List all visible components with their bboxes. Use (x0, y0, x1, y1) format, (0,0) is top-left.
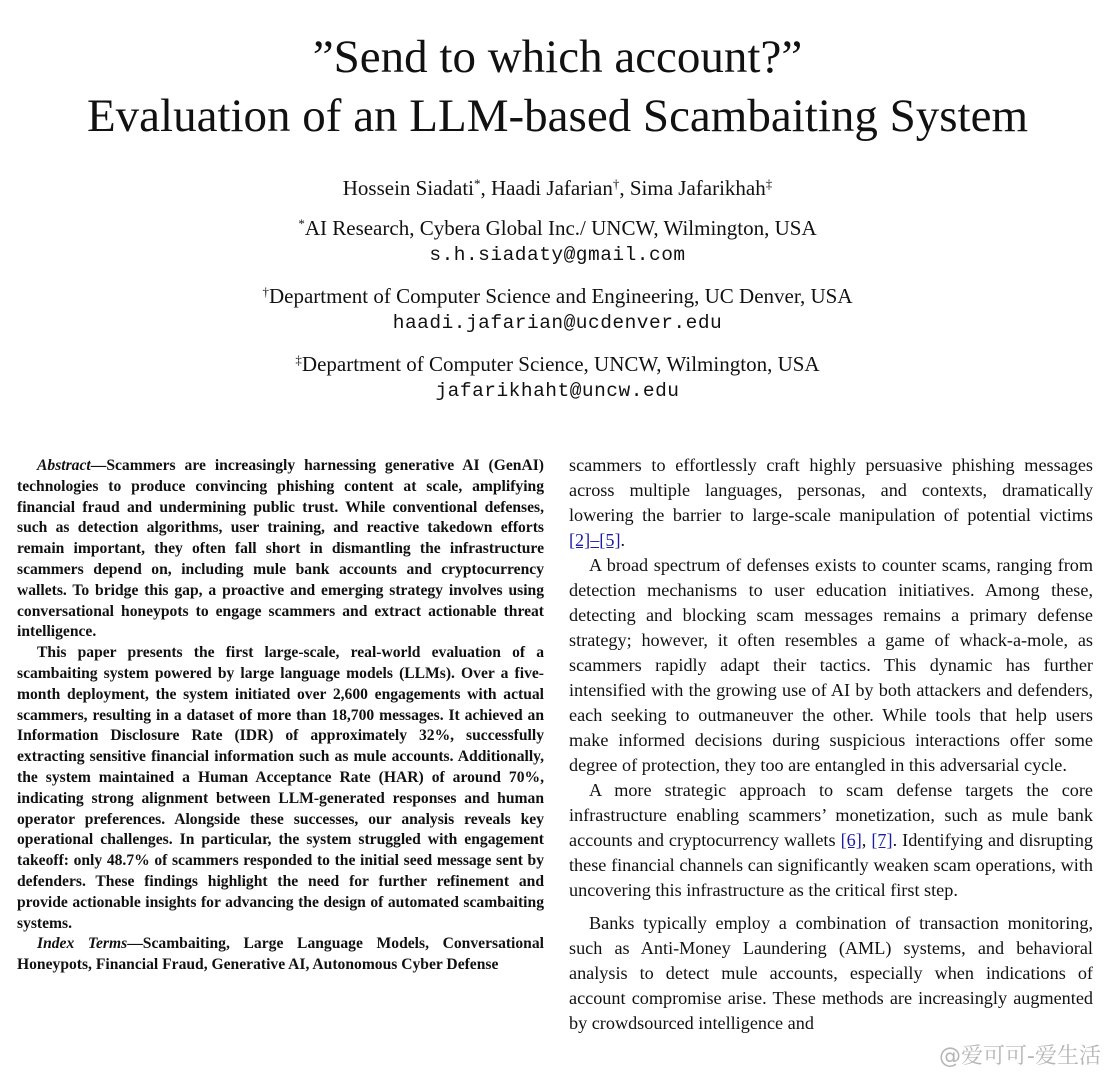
body-text: A more strategic approach to scam defense targets the core infrastructure enabling scammers’ monetization, such as mule bank accounts and cryptocurrency wallets (569, 780, 1093, 850)
affiliation-email: s.h.siadaty@gmail.com (429, 244, 686, 266)
body-paragraph: Banks typically employ a combination of transaction monitoring, such as Anti-Money Laundering (AML) systems, and behavioral analysis to detect mule accounts, especially when indications of account compromise arise. These methods are increasingly augmented by crowdsourced intelligence and (569, 913, 1093, 1033)
author-mark: ‡ (765, 176, 773, 191)
affiliation-mark: † (262, 284, 269, 299)
index-terms-text: —Scambaiting, Large Language Models, Conversational Honeypots, Financial Fraud, Generative AI, Autonomous Cyber Defense (17, 935, 544, 974)
body-paragraph: A broad spectrum of defenses exists to counter scams, ranging from detection mechanisms to user education initiatives. Among these, detecting and blocking scam messages remains a primary defense strategy; however, it often resembles a game of whack-a-mole, as scammers rapidly adapt their tactics. This dynamic has further intensified with the growing use of AI by both attackers and defenders, each seeking to outmaneuver the other. While tools that help users make informed decisions during suspicious interactions offer some degree of protection, they too are entangled in this adversarial cycle. (569, 555, 1093, 775)
affiliation-email: haadi.jafarian@ucdenver.edu (392, 312, 723, 334)
affiliation-name: Department of Computer Science and Engineering, UC Denver, USA (269, 284, 853, 308)
affiliation-name: AI Research, Cybera Global Inc./ UNCW, Wilmington, USA (304, 216, 817, 240)
body-paragraph (569, 778, 1093, 903)
author-mark: * (474, 176, 481, 191)
paper-title-line-2: Evaluation of an LLM-based Scambaiting System (86, 90, 1029, 142)
affiliation-block (0, 282, 1115, 336)
body-text: scammers to effortlessly craft highly persuasive phishing messages across multiple languages, personas, and contexts, dramatically lowering the barrier to large-scale manipulation of potential victims (569, 455, 1093, 525)
affiliation-text (0, 214, 1115, 242)
author-name: Haadi Jafarian (491, 176, 613, 200)
index-terms (17, 934, 544, 976)
body-text: . (620, 530, 626, 550)
abstract-label: Abstract (37, 457, 91, 474)
abstract-paragraph: This paper presents the first large-scale, real-world evaluation of a scambaiting system powered by large language models (LLMs). Over a five-month deployment, the system initiated over 2,600 engagements with actual scammers, resulting in a dataset of more than 18,700 messages. It achieved an Information Disclosure Rate (IDR) of approximately 32%, successfully extracting sensitive financial information such as mule accounts. Additionally, the system maintained a Human Acceptance Rate (HAR) of around 70%, indicating strong alignment between LLM-generated responses and human operator preferences. Alongside these successes, our analysis reveals key operational challenges. In particular, the system struggled with engagement takeoff: only 48.7% of scammers responded to the initial seed message sent by defenders. These findings highlight the need for further refinement and provide actionable insights for advancing the design of automated scambaiting systems. (17, 644, 544, 932)
affiliation-name: Department of Computer Science, UNCW, Wilmington, USA (301, 352, 820, 376)
author-list: Hossein Siadati*, Haadi Jafarian†, Sima Jafarikhah‡ (342, 176, 773, 200)
abstract-text: —Scammers are increasingly harnessing generative AI (GenAI) technologies to produce convincing phishing content at scale, amplifying financial fraud and undermining public trust. While conventional defenses, such as detection algorithms, user training, and reactive takedown efforts remain important, they often fall short in dismantling the infrastructure scammers depend on, including mule bank accounts and cryptocurrency wallets. To bridge this gap, a proactive and emerging strategy involves using conversational honeypots to engage scammers and extract actionable threat intelligence. (17, 457, 544, 641)
author-name: Hossein Siadati (342, 176, 474, 200)
body-paragraph (569, 453, 1093, 553)
affiliation-text (0, 282, 1115, 310)
affiliation-email: jafarikhaht@uncw.edu (435, 380, 680, 402)
citation-link[interactable]: [7] (871, 830, 893, 850)
watermark: @爱可可-爱生活 (939, 1044, 1101, 1069)
affiliation-mark: * (298, 216, 305, 231)
paper-title-line-1: ”Send to which account?” (312, 31, 803, 83)
body-text: , (861, 830, 872, 850)
affiliation-block (0, 214, 1115, 268)
body-text: . Identifying and disrupting these financial channels can significantly weaken scam operations, with uncovering this infrastructure as the critical first step. (569, 830, 1094, 900)
body-column (569, 453, 1093, 1036)
author-mark: † (612, 176, 620, 191)
citation-link[interactable]: [2]–[5] (569, 530, 621, 550)
abstract-column (17, 456, 544, 976)
affiliation-text (0, 350, 1115, 378)
index-terms-label: Index Terms (37, 935, 128, 953)
affiliation-block (0, 350, 1115, 404)
citation-link[interactable]: [6] (840, 830, 862, 850)
author-name: Sima Jafarikhah (629, 176, 766, 200)
affiliation-mark: ‡ (295, 352, 302, 367)
abstract-paragraph (17, 456, 544, 643)
